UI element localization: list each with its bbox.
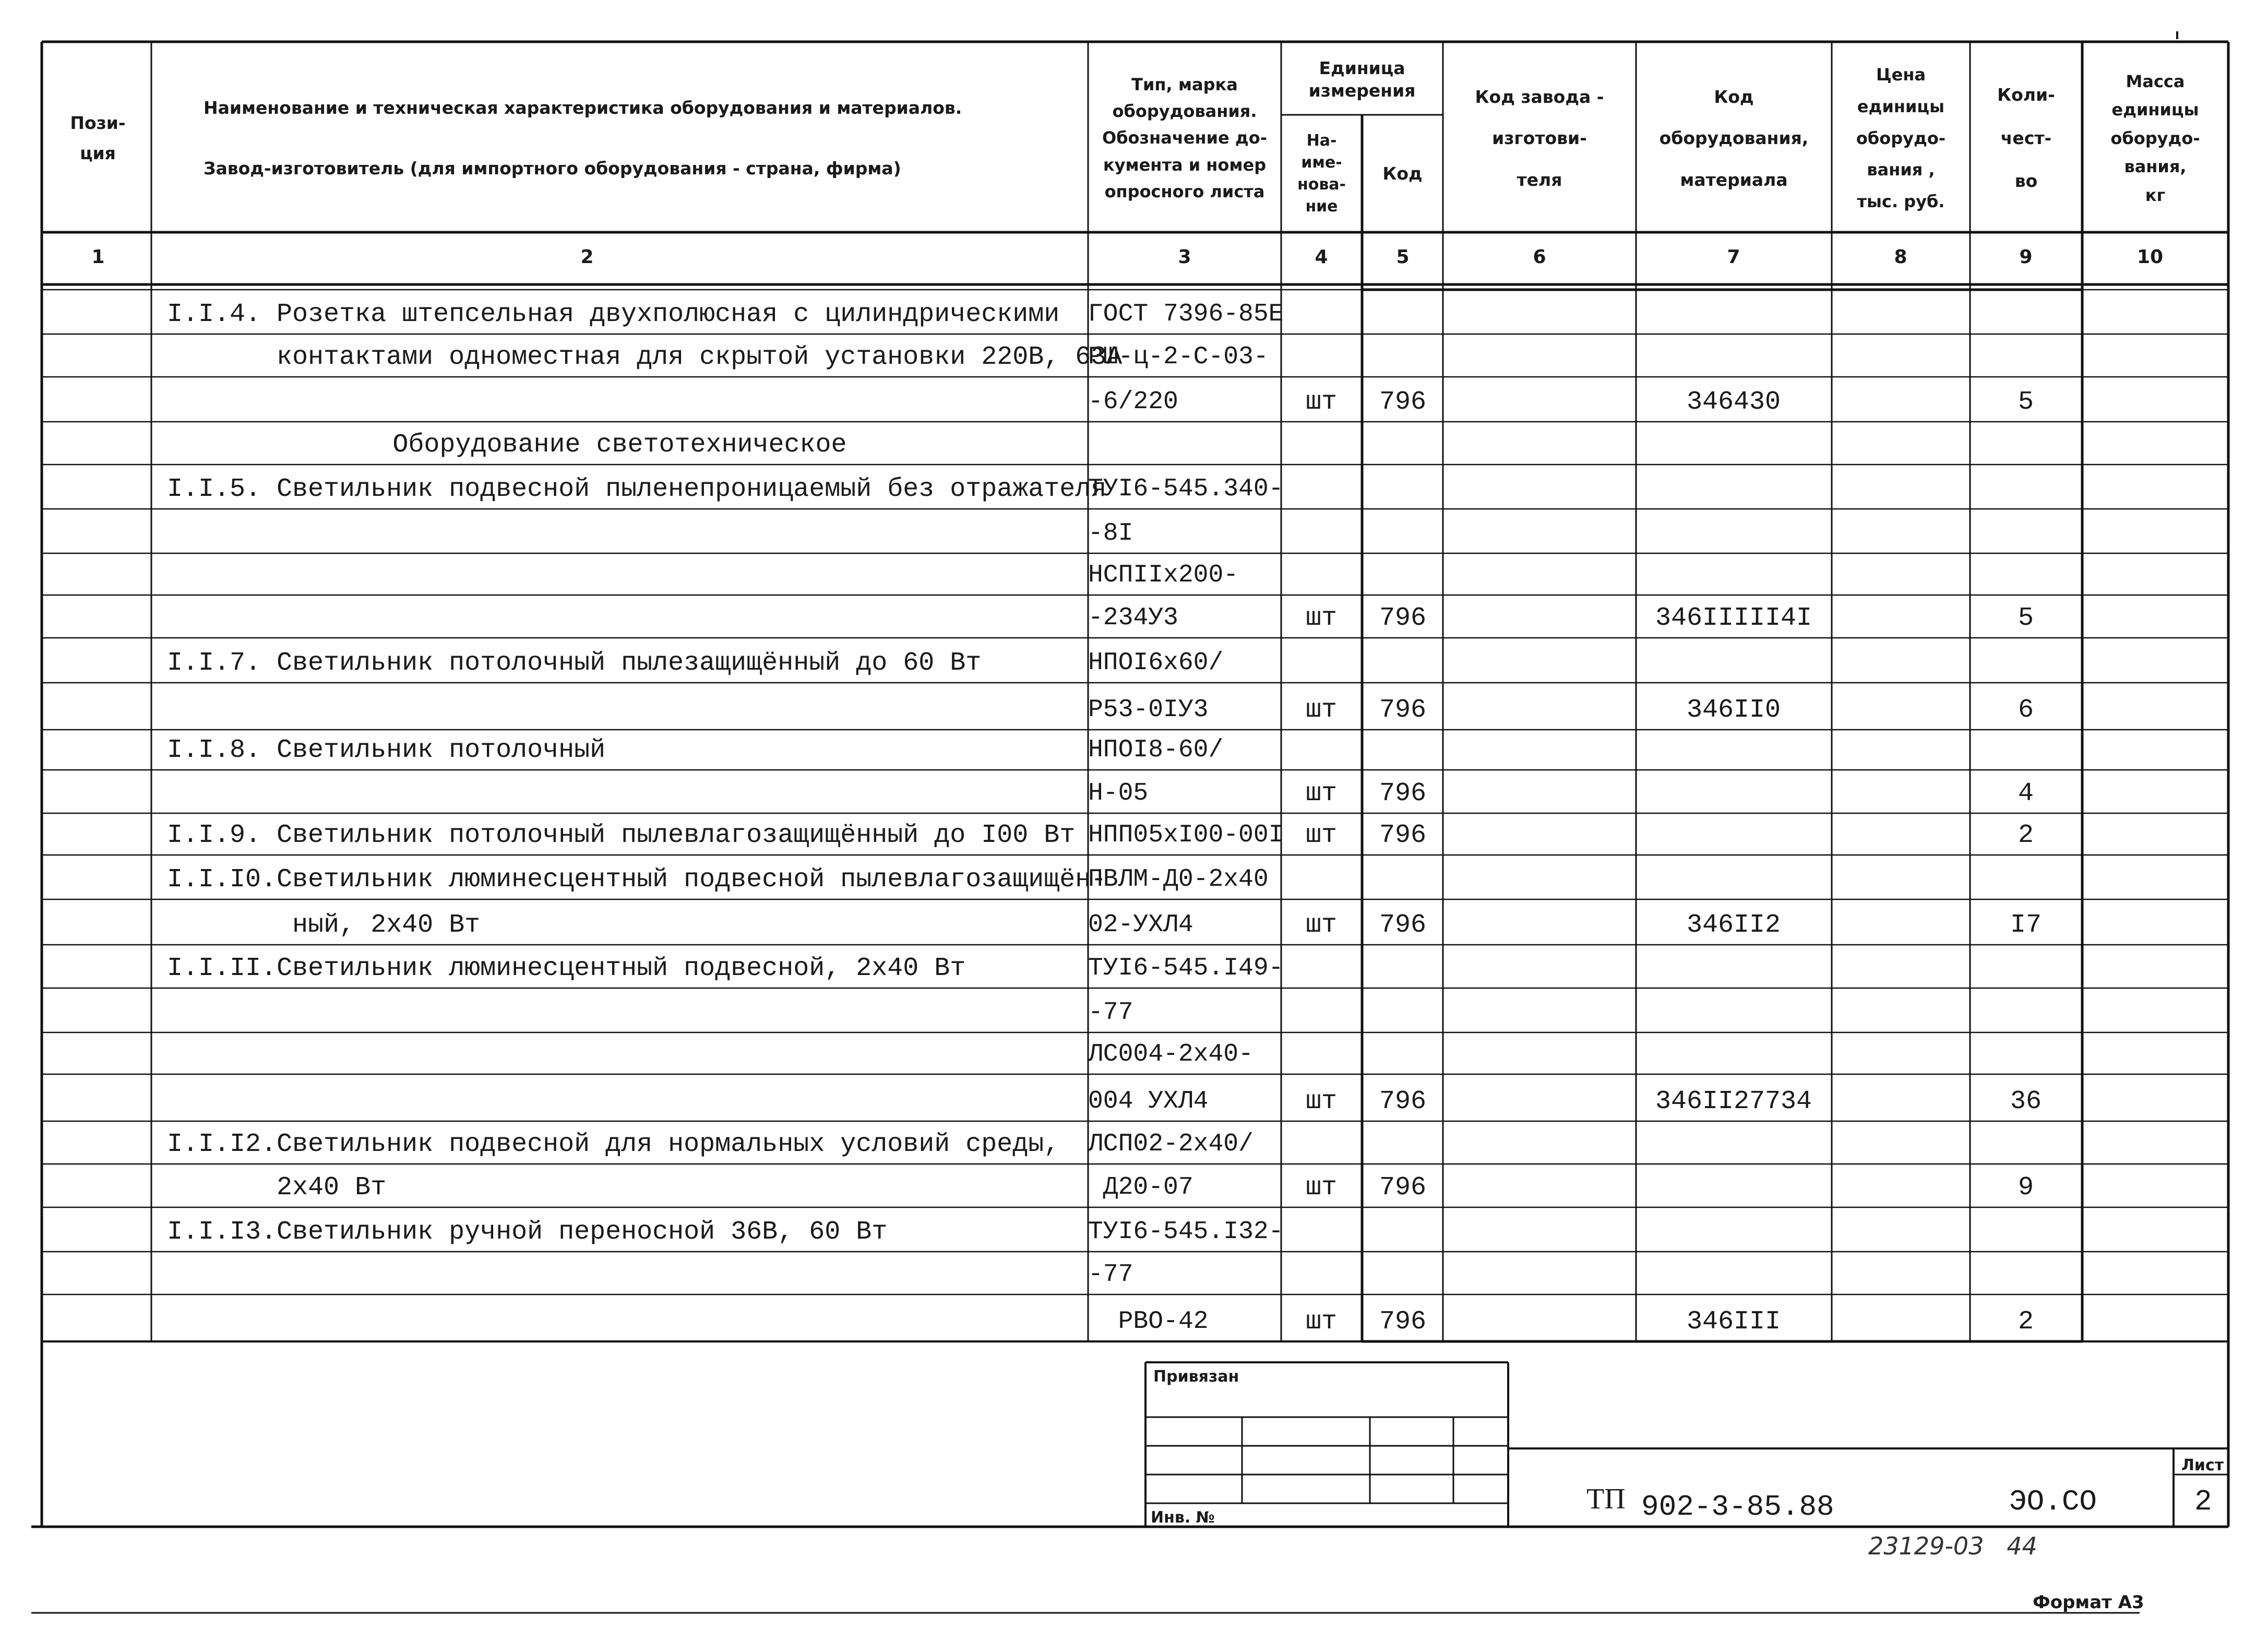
- item-name: контактами одноместная для скрытой установки 220В, 63А: [167, 342, 1123, 372]
- column-number: 2: [580, 246, 594, 268]
- equipment-code: 346430: [1686, 387, 1781, 417]
- unit-name: шт: [1305, 910, 1337, 940]
- section-title: Оборудование светотехническое: [392, 430, 847, 460]
- item-type-designation: ЛСП02-2х40/: [1088, 1130, 1254, 1158]
- item-type-designation: НПОI6х60/: [1088, 649, 1224, 677]
- header-mass: Масса единицы оборудо- вания, кг: [2110, 72, 2200, 205]
- header-quantity: Коли- чест- во: [1997, 85, 2055, 192]
- item-type-designation: -6/220: [1088, 388, 1178, 416]
- equipment-code: 346II0: [1686, 695, 1781, 725]
- inventory-number-label: Инв. №: [1151, 1508, 1215, 1527]
- item-type-designation: -77: [1088, 999, 1133, 1027]
- item-type-designation: НСПIIх200-: [1088, 561, 1239, 589]
- item-type-designation: ПВЛМ-Д0-2х40: [1088, 865, 1269, 894]
- column-number: 6: [1533, 246, 1546, 268]
- header-position: Пози- ция: [70, 113, 126, 163]
- item-name: I.I.7. Светильник потолочный пылезащищённый до 60 Вт: [167, 648, 982, 678]
- quantity: I7: [2010, 910, 2042, 940]
- unit-code: 796: [1379, 1087, 1426, 1116]
- header-unit-name: На- име- нова- ние: [1297, 131, 1346, 216]
- equipment-code: 346II2: [1686, 910, 1781, 940]
- item-type-designation: НПП05хI00-00I: [1088, 821, 1284, 849]
- privyazan-label: Привязан: [1153, 1368, 1239, 1386]
- item-name: I.I.9. Светильник потолочный пылевлагозащищённый до I00 Вт: [167, 821, 1076, 850]
- header-factory-code: Код завода - изготови- теля: [1475, 87, 1604, 190]
- item-type-designation: -8I: [1088, 519, 1133, 548]
- unit-name: шт: [1305, 387, 1337, 417]
- item-type-designation: 02-УХЛ4: [1088, 911, 1193, 939]
- item-type-designation: ГОСТ 7396-85Е: [1088, 300, 1284, 328]
- unit-name: шт: [1305, 695, 1337, 725]
- item-type-designation: 004 УХЛ4: [1088, 1087, 1209, 1115]
- column-number: 3: [1178, 246, 1191, 268]
- item-name: 2х40 Вт: [167, 1173, 387, 1203]
- unit-name: шт: [1305, 821, 1337, 850]
- sheet-number: 2: [2194, 1485, 2212, 1518]
- item-type-designation: Р53-0IУ3: [1088, 696, 1209, 724]
- unit-code: 796: [1379, 387, 1426, 417]
- document-code: ЭО.СО: [2009, 1485, 2097, 1518]
- column-number: 9: [2019, 246, 2033, 268]
- unit-name: шт: [1305, 1173, 1337, 1203]
- item-name: ный, 2х40 Вт: [167, 910, 481, 940]
- header-unit-code: Код: [1382, 163, 1423, 184]
- quantity: 5: [2018, 387, 2034, 417]
- unit-name: шт: [1305, 603, 1337, 633]
- item-name: I.I.II.Светильник люминесцентный подвесной, 2х40 Вт: [167, 954, 966, 983]
- column-number: 10: [2136, 246, 2164, 268]
- document-number: 902-3-85.88: [1641, 1490, 1834, 1524]
- column-number: 4: [1315, 246, 1328, 268]
- column-number: 7: [1727, 246, 1740, 268]
- item-name: I.I.I2.Светильник подвесной для нормальных условий среды,: [167, 1130, 1060, 1159]
- header-equipment-code: Код оборудования, материала: [1659, 87, 1809, 190]
- column-number: 1: [91, 246, 105, 268]
- quantity: 2: [2018, 1307, 2034, 1337]
- quantity: 2: [2018, 821, 2034, 850]
- item-name: I.I.5. Светильник подвесной пыленепроницаемый без отражателя: [167, 474, 1107, 504]
- quantity: 5: [2018, 603, 2034, 633]
- unit-code: 796: [1379, 1307, 1426, 1337]
- item-type-designation: ТУI6-545.I49-: [1088, 954, 1284, 982]
- unit-name: шт: [1305, 1087, 1337, 1116]
- unit-code: 796: [1379, 779, 1426, 809]
- document-prefix: ТП: [1586, 1483, 1626, 1515]
- handwritten-number: 23129-03 44: [1868, 1532, 2037, 1560]
- unit-code: 796: [1379, 910, 1426, 940]
- equipment-code: 346IIIII4I: [1655, 603, 1812, 633]
- quantity: 36: [2010, 1087, 2042, 1116]
- item-type-designation: ТУI6-545.I32-: [1088, 1218, 1284, 1246]
- item-name: I.I.I3.Светильник ручной переносной 36В, 60 Вт: [167, 1217, 888, 1247]
- quantity: 4: [2018, 779, 2034, 809]
- equipment-code: 346II27734: [1655, 1087, 1812, 1116]
- item-type-designation: НПОI8-60/: [1088, 736, 1224, 764]
- item-type-designation: ТУI6-545.340-: [1088, 475, 1284, 503]
- item-name: I.I.4. Розетка штепсельная двухполюсная с цилиндрическими: [167, 300, 1060, 329]
- item-type-designation: -234У3: [1088, 604, 1178, 632]
- unit-name: шт: [1305, 1307, 1337, 1337]
- item-type-designation: РВО-42: [1088, 1308, 1209, 1336]
- unit-code: 796: [1379, 695, 1426, 725]
- unit-code: 796: [1379, 821, 1426, 850]
- header-price: Цена единицы оборудо- вания , тыс. руб.: [1856, 65, 1946, 212]
- column-number: 8: [1894, 246, 1907, 268]
- equipment-code: 346III: [1686, 1307, 1781, 1337]
- item-name: I.I.8. Светильник потолочный: [167, 735, 606, 765]
- item-type-designation: -77: [1088, 1261, 1133, 1289]
- sheet-label: Лист: [2181, 1456, 2224, 1475]
- header-type: Тип, марка оборудования. Обозначение до- кумента и номер опросного листа: [1102, 75, 1267, 201]
- column-number: 5: [1396, 246, 1410, 268]
- item-type-designation: Н-05: [1088, 779, 1149, 807]
- unit-name: шт: [1305, 779, 1337, 809]
- item-type-designation: Д20-07: [1088, 1173, 1193, 1202]
- item-name: I.I.I0.Светильник люминесцентный подвесной пылевлагозащищён-: [167, 865, 1107, 895]
- header-name: Наименование и техническая характеристика оборудования и материалов. Завод-изготовитель (для импортного оборудования - страна, фирма): [204, 98, 962, 179]
- unit-code: 796: [1379, 603, 1426, 633]
- quantity: 6: [2018, 695, 2034, 725]
- quantity: 9: [2018, 1173, 2034, 1203]
- header-unit: Единица измерения: [1308, 57, 1416, 101]
- item-type-designation: ЛС004-2х40-: [1088, 1040, 1254, 1068]
- item-type-designation: РШ-ц-2-С-03-: [1088, 343, 1269, 371]
- format-label: Формат А3: [2033, 1592, 2144, 1613]
- unit-code: 796: [1379, 1173, 1426, 1203]
